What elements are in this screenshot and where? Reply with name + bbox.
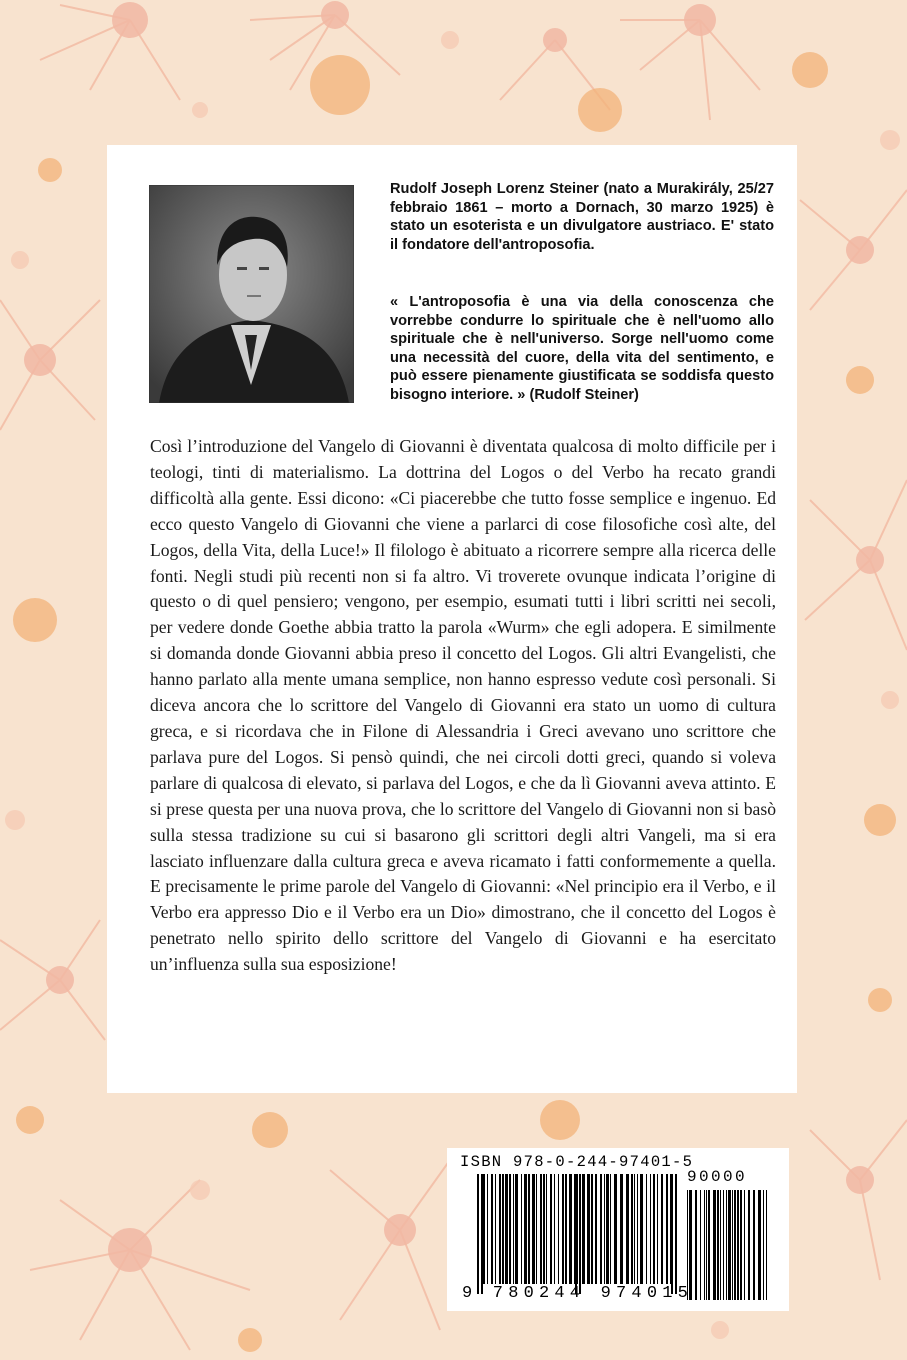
ean-number: 9 780244 974015	[462, 1284, 694, 1303]
barcode-addon-number: 90000	[687, 1168, 748, 1186]
book-excerpt: Così l’introduzione del Vangelo di Giovanni è diventata qualcosa di molto difficile per i teologi, tinti di materialismo. La dottrina del Logos o del Verbo ha recato grandi difficoltà alla gente. Essi dicono: «Ci piacerebbe che tutto fosse semplice e ingenuo. Ed ecco questo Vangelo di Giovanni che viene a parlarci di cose filosofiche così alte, del Logos, della Vita, della Luce!» Il filologo è abituato a ricorrere sempre alla ricerca delle fonti. Negli studi più recenti non si fa altro. Vi troverete ovunque indicata l’origine di questo o di quel pensiero; vengono, per esempio, esumati tutti i libri scritti nei secoli, per vedere donde Goethe abbia tratto la parola «Wurm» che egli adopera. E similmente si domanda donde Giovanni abbia preso il concetto del Logos. Gli altri Evangelisti, che hanno parlato alla mente umana semplice, non hanno espresso vedute così personali. Si diceva ancora che lo scrittore del Vangelo di Giovanni era stato un uomo di cultura greca, e si ricordava che in Filone di Alessandria i Greci avevano uno scrittore che parlava pure del Logos. Si pensò quindi, che nei circoli dotti greci, quando si voleva parlare di qualcosa di elevato, si parlava del Logos, e che da lì Giovanni aveva attinto. E si prese questa per una nuova prova, che lo scrittore del Vangelo di Giovanni non si basò sulla stessa tradizione su cui si basarono gli scrittori degli altri Vangeli, ma si era lasciato influenzare dalla cultura greca e aveva ricamato i fatti conformemente a quella. E precisamente le prime parole del Vangelo di Giovanni: «Nel principio era il Verbo, e il Verbo era appresso Dio e il Verbo era un Dio» dimostrano, che il concetto del Logos è penetrato nello spirito dello scrittore del Vangelo di Giovanni e ha esercitato un’influenza sulla sua esposizione!	[150, 436, 776, 975]
author-quote: « L'antroposofia è una via della conoscenza che vorrebbe condurre lo spirituale che è nell'uomo allo spirituale che è nell'universo. Sorge nell'uomo come una necessità del cuore, della vita del sentimento, e può essere pienamente giustificata se soddisfa questo bisogno interiore. » (Rudolf Steiner)	[390, 294, 774, 403]
content-panel	[107, 145, 797, 1093]
author-bio: Rudolf Joseph Lorenz Steiner (nato a Murakirály, 25/27 febbraio 1861 – morto a Dornach, 30 marzo 1925) è stato un esoterista e un divulgatore austriaco. E' stato il fondatore dell'antroposofia.	[390, 181, 774, 253]
isbn-barcode	[447, 1148, 789, 1311]
author-portrait	[149, 185, 354, 403]
isbn-label: ISBN 978-0-244-97401-5	[460, 1153, 694, 1171]
